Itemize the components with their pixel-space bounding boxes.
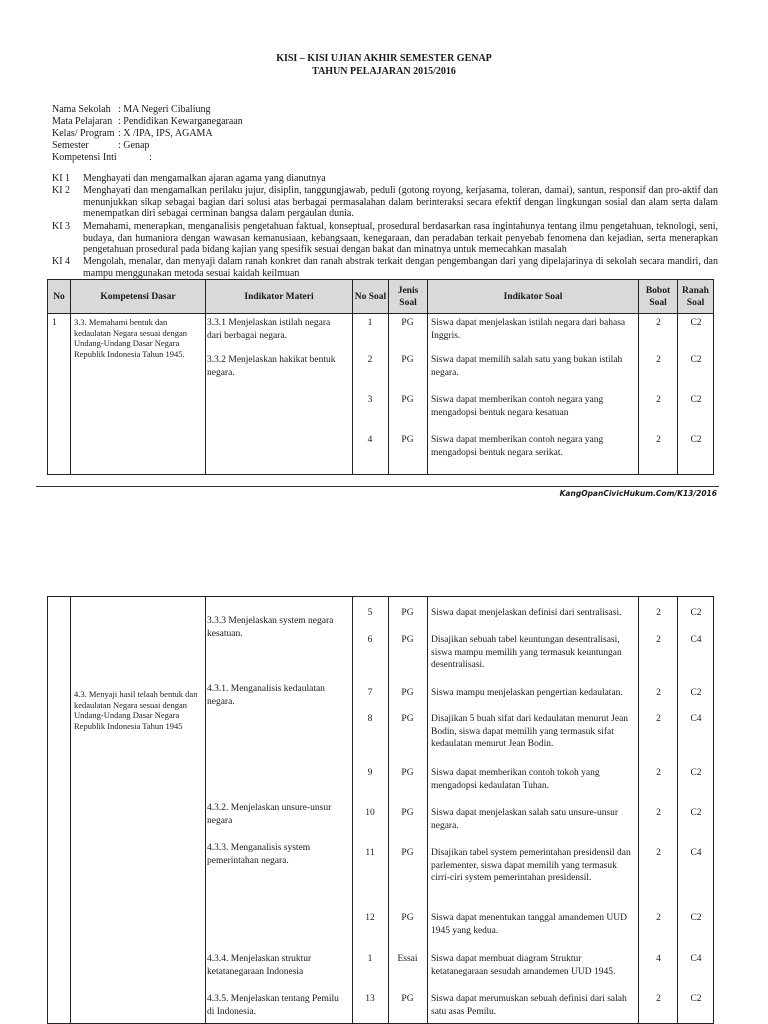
document-title: KISI – KISI UJIAN AKHIR SEMESTER GENAP	[276, 53, 492, 64]
kompetensi-dasar-4-3: 4.3. Menyaji hasil telaah bentuk dan kedaulatan Negara sesuai dengan Undang-Undang Dasar Negara Republik Indonesia Tahun 1945	[74, 689, 198, 731]
document-subtitle: TAHUN PELAJARAN 2015/2016	[312, 66, 456, 77]
footer-watermark: KangOpanCivicHukum.Com/K13/2016	[559, 489, 717, 498]
indikator-materi-3-3-1: 3.3.1 Menjelaskan istilah negara dari berbagai negara.	[207, 318, 331, 341]
indikator-materi-3-3-3: 3.3.3 Menjelaskan system negara kesatuan.	[207, 616, 334, 639]
ki-3: KI 3 Memahami, menerapkan, menganalisis pengetahuan faktual, konseptual, prosedural berdasarkan rasa ingintahunya tentang ilmu pengetahuan, teknologi, seni, budaya, dan humaniora dengan wawasan kemanusiaan, kebangsaan, kenegaraan, dan peradaban terkait penyebab fenomena dan kejadian, serta menerapkan pengetahuan prosedural pada bidang kajian yang spesifik sesuai dengan bakat dan minatnya untuk memecahkan masalah	[52, 221, 718, 255]
header-indikator-materi: Indikator Materi	[206, 280, 353, 314]
ki-4: KI 4 Mengolah, menalar, dan menyaji dalam ranah konkret dan ranah abstrak terkait dengan pengembangan dari yang dipelajarinya di sekolah secara mandiri, dan mampu menggunakan metoda sesuai kaidah keilmuan	[52, 256, 718, 279]
info-row: Semester : Genap	[52, 140, 150, 151]
header-jenis-soal: Jenis Soal	[389, 280, 428, 314]
indikator-materi-4-3-1: 4.3.1. Menganalisis kedaulatan negara.	[207, 684, 325, 707]
indikator-materi-4-3-5: 4.3.5. Menjelaskan tentang Pemilu di Indonesia.	[207, 994, 339, 1017]
school-info	[52, 104, 452, 164]
header-indikator-soal: Indikator Soal	[428, 280, 639, 314]
info-row: Mata Pelajaran : Pendidikan Kewarganegaraan	[52, 116, 243, 127]
indikator-materi-4-3-4: 4.3.4. Menjelaskan struktur ketatanegaraan Indonesia	[207, 954, 312, 977]
info-row: Kelas/ Program : X /IPA, IPS, AGAMA	[52, 128, 213, 139]
header-ranah-soal: Ranah Soal	[678, 280, 714, 314]
kompetensi-dasar-3-3: 3.3. Memahami bentuk dan kedaulatan Negara sesuai dengan Undang-Undang Dasar Negara Republik Indonesia Tahun 1945.	[74, 317, 188, 359]
row-number: 1	[52, 318, 57, 328]
header-no-soal: No Soal	[353, 280, 389, 314]
indikator-materi-3-3-2: 3.3.2 Menjelaskan hakikat bentuk negara.	[207, 355, 336, 378]
footer-divider	[36, 486, 719, 487]
header-no: No	[48, 280, 71, 314]
ki-2: KI 2 Menghayati dan mengamalkan perilaku jujur, disiplin, tanggungjawab, peduli (gotong royong, kerjasama, toleran, damai), santun, responsif dan pro-aktif dan menunjukkan sikap sebagai bagian dari solusi atas berbagai permasalahan dalam berinteraksi secara efektif dengan lingkungan sosial dan alam serta dalam menempatkan diri sebagai cerminan bangsa dalam pergaulan dunia.	[52, 185, 718, 219]
header-kompetensi-dasar: Kompetensi Dasar	[71, 280, 206, 314]
header-bobot-soal: Bobot Soal	[639, 280, 678, 314]
info-row: Nama Sekolah : MA Negeri Cibaliung	[52, 104, 211, 115]
ki-1: KI 1 Menghayati dan mengamalkan ajaran agama yang dianutnya	[52, 173, 326, 184]
indikator-materi-4-3-2: 4.3.2. Menjelaskan unsure-unsur negara	[207, 803, 332, 826]
info-row: Kompetensi Inti :	[52, 152, 152, 163]
indikator-materi-4-3-3: 4.3.3. Menganalisis system pemerintahan negara.	[207, 843, 311, 866]
